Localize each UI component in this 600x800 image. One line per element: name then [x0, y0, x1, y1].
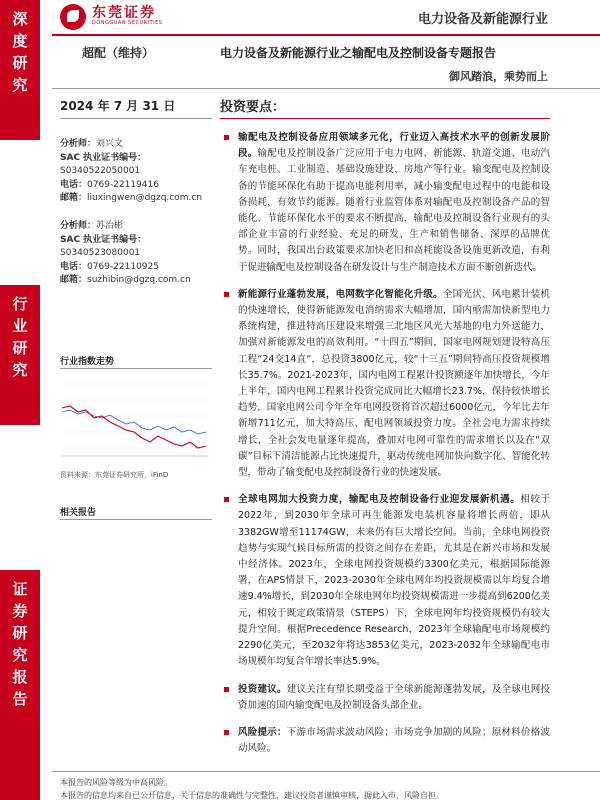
chart-svg — [56, 372, 212, 464]
logo-en: DONGGUAN SECURITIES — [92, 20, 163, 26]
report-date: 2024 年 7 月 31 日 — [60, 99, 176, 113]
key-point-1 — [220, 130, 550, 276]
analyst-phone: 0769-22110925 — [87, 261, 159, 272]
key-point-heading: 风险提示： — [238, 726, 287, 738]
analyst-card-2 — [60, 220, 191, 288]
report-subtitle: 御风踏浪，乘势而上 — [449, 70, 548, 83]
footer-source-note: 本报告的信息均来自已公开信息，关于信息的准确性与完整性，建议投资者谨慎审核，据此入市，风险自担。 — [60, 791, 444, 800]
report-title: 电力设备及新能源行业之输配电及控制设备专题报告 — [220, 46, 497, 60]
title-divider — [52, 88, 600, 89]
analyst-name: 苏治彬 — [96, 221, 124, 231]
footer-divider — [52, 771, 600, 772]
sidebar-block-top — [0, 0, 40, 140]
bullet-square-icon — [224, 730, 229, 735]
chart-heading-underline — [60, 368, 212, 369]
date-underline — [60, 118, 212, 119]
key-point-3 — [220, 492, 550, 670]
analyst-name: 刘兴文 — [96, 139, 124, 149]
key-point-body: 输配电及控制设备广泛应用于电力电网、新能源、轨道交通、电动汽车充电桩、工业制造、基础设施建设、房地产等行业。输变配电及控制设备的节能环保化有助于提高电能利用率，减小输变配电过程中的电能和设备损耗，有效节约能源。随着行业监管体系对输配电及控制设备产品的智能化、节能环保化水平的要求不断提高，输配电及控制设备行业现有的头部企业丰富的行业经验、充足的研发、生产和销售储备、深厚的品牌优势。同时，我国出台政策要求加快老旧和高耗能设备设施更新改造，有利于促进输配电及控制设备在研发设计与生产制造技术方面不断创新迭代。 — [238, 148, 550, 273]
analyst-name-label: 分析师： — [60, 221, 97, 231]
logo-cn: 东莞证券 — [92, 5, 156, 21]
analyst-phone-label: 电话： — [60, 179, 88, 190]
chart-gridlines — [62, 384, 208, 448]
bullet-square-icon — [224, 497, 229, 502]
footer-risk-level: 本报告的风险等级为中高风险。 — [60, 778, 172, 787]
header-divider — [52, 34, 600, 36]
rating: 超配（维持） — [82, 46, 155, 60]
analyst-email-label: 邮箱： — [60, 275, 88, 285]
sidebar-label-industry: 行业研究 — [12, 295, 28, 379]
key-points-heading: 投资要点： — [220, 100, 286, 115]
sidebar-label-depth: 深度研究 — [12, 10, 28, 94]
analyst-phone-label: 电话： — [60, 261, 88, 272]
key-point-4 — [220, 682, 550, 714]
key-point-body: 相较于2022年，到2030年全球可再生能源发电装机容量将增长两倍，即从3382GW增至11174GW，未来仍有巨大增长空间。当前，全球电网投资趋势与实现气候目标所需的投资之间存在差距，尤其是在新兴市场和发展中经济体。2023年，全球电网投资规模约3300亿美元，根据国际能源署，在APS情景下，2023-2030年全球电网年均投资规模需以年均复合增速9.4%增长，到2030年全球电网年均投资规模需进一步提高到6200亿美元，相较于既定政策情景（STEPS）下，全球电网年均投资规模仍有较大提升空间。根据Precedence Research，2023年全球输配电市场规模约2290亿美元，至2032年将达3853亿美元，2023-2032年全球输配电市场规模年均复合年增长率达5.9%。 — [238, 494, 550, 668]
key-point-heading: 全球电网加大投资力度，输配电及控制设备行业迎发展新机遇。 — [238, 494, 521, 506]
left-sidebar — [0, 0, 40, 800]
bullet-square-icon — [224, 687, 229, 692]
benchmark-index-line — [62, 410, 206, 434]
analyst-card-1 — [60, 138, 202, 206]
key-point-body: 全国光伏、风电累计装机的快速增长，使得新能源发电消纳需求大幅增加，国内亟需加快新型电力系统构建，推进特高压建设来增强三北地区风光大基地的电力外送能力，加强对新能源发电的高效利用。“十四五”期间，国家电网规划建设特高压工程“24交14直”，总投资3800亿元，较“十三五”期间特高压投资规模增长35.7%。2021-2023年，国内电网工程累计投资额逐年加快增长，今年上半年，国内电网工程累计投资完成同比大幅增长23.7%，保持较快增长趋势，国家电网公司今年全年电网投资将首次超过6000亿元，今年比去年新增711亿元，加大特高压、配电网领域投资力度。全社会电力需求持续增长，全社会发电量逐年提高，叠加对电网可靠性的需求增长以及在“双碳”目标下清洁能源占比快速提升，驱动传统电网加快向数字化、智能化转型，带动了输变配电及控制设备行业的快速发展。 — [238, 288, 550, 479]
industry-index-chart — [56, 372, 212, 464]
key-point-5 — [220, 725, 550, 757]
related-reports-heading: 相关报告 — [60, 508, 97, 518]
analyst-cert-label: SAC 执业证书编号： — [60, 234, 147, 245]
key-points-underline — [220, 118, 550, 119]
key-point-heading: 投资建议。 — [238, 683, 287, 695]
analyst-email-link[interactable]: liuxingwen@dgzq.com.cn — [87, 193, 203, 203]
company-logo — [60, 2, 175, 38]
key-point-body: 建议关注有望长期受益于全球新能源蓬勃发展，及全球电网投资加速的国内输变配电及控制设备头部企业。 — [238, 683, 550, 711]
key-point-body: 下游市场需求波动风险；市场竞争加剧的风险；原材料价格波动风险。 — [238, 726, 550, 755]
analyst-email-label: 邮箱： — [60, 193, 88, 203]
related-heading-underline — [60, 519, 212, 520]
sidebar-label-report: 证券研究报告 — [12, 580, 28, 708]
analyst-phone: 0769-22119416 — [87, 179, 159, 190]
key-point-heading: 输配电及控制设备应用领域多元化，行业迈入高技术水平的创新发展阶段。 — [238, 132, 550, 160]
key-point-heading: 新能源行业蓬勃发展，电网数字化智能化升级。 — [238, 288, 443, 300]
key-point-2 — [220, 287, 550, 481]
bullet-square-icon — [224, 292, 229, 297]
chart-heading: 行业指数走势 — [60, 357, 115, 367]
analyst-cert-label: SAC 执业证书编号： — [60, 152, 147, 163]
analyst-name-label: 分析师： — [60, 139, 97, 149]
sidebar-block-middle — [0, 285, 40, 425]
analyst-email-link[interactable]: suzhibin@dgzq.com.cn — [87, 275, 191, 285]
analyst-cert: S0340522050001 — [60, 166, 141, 176]
logo-mark-icon — [60, 4, 86, 30]
bullet-square-icon — [224, 135, 229, 140]
industry-name: 电力设备及新能源行业 — [417, 12, 548, 27]
analyst-cert: S0340523080001 — [60, 248, 141, 258]
sidebar-block-bottom — [0, 570, 40, 800]
key-points-list — [220, 130, 550, 757]
chart-source: 资料来源：东莞证券研究所，iFinD — [60, 471, 169, 479]
footer-disclaimer — [60, 776, 444, 800]
